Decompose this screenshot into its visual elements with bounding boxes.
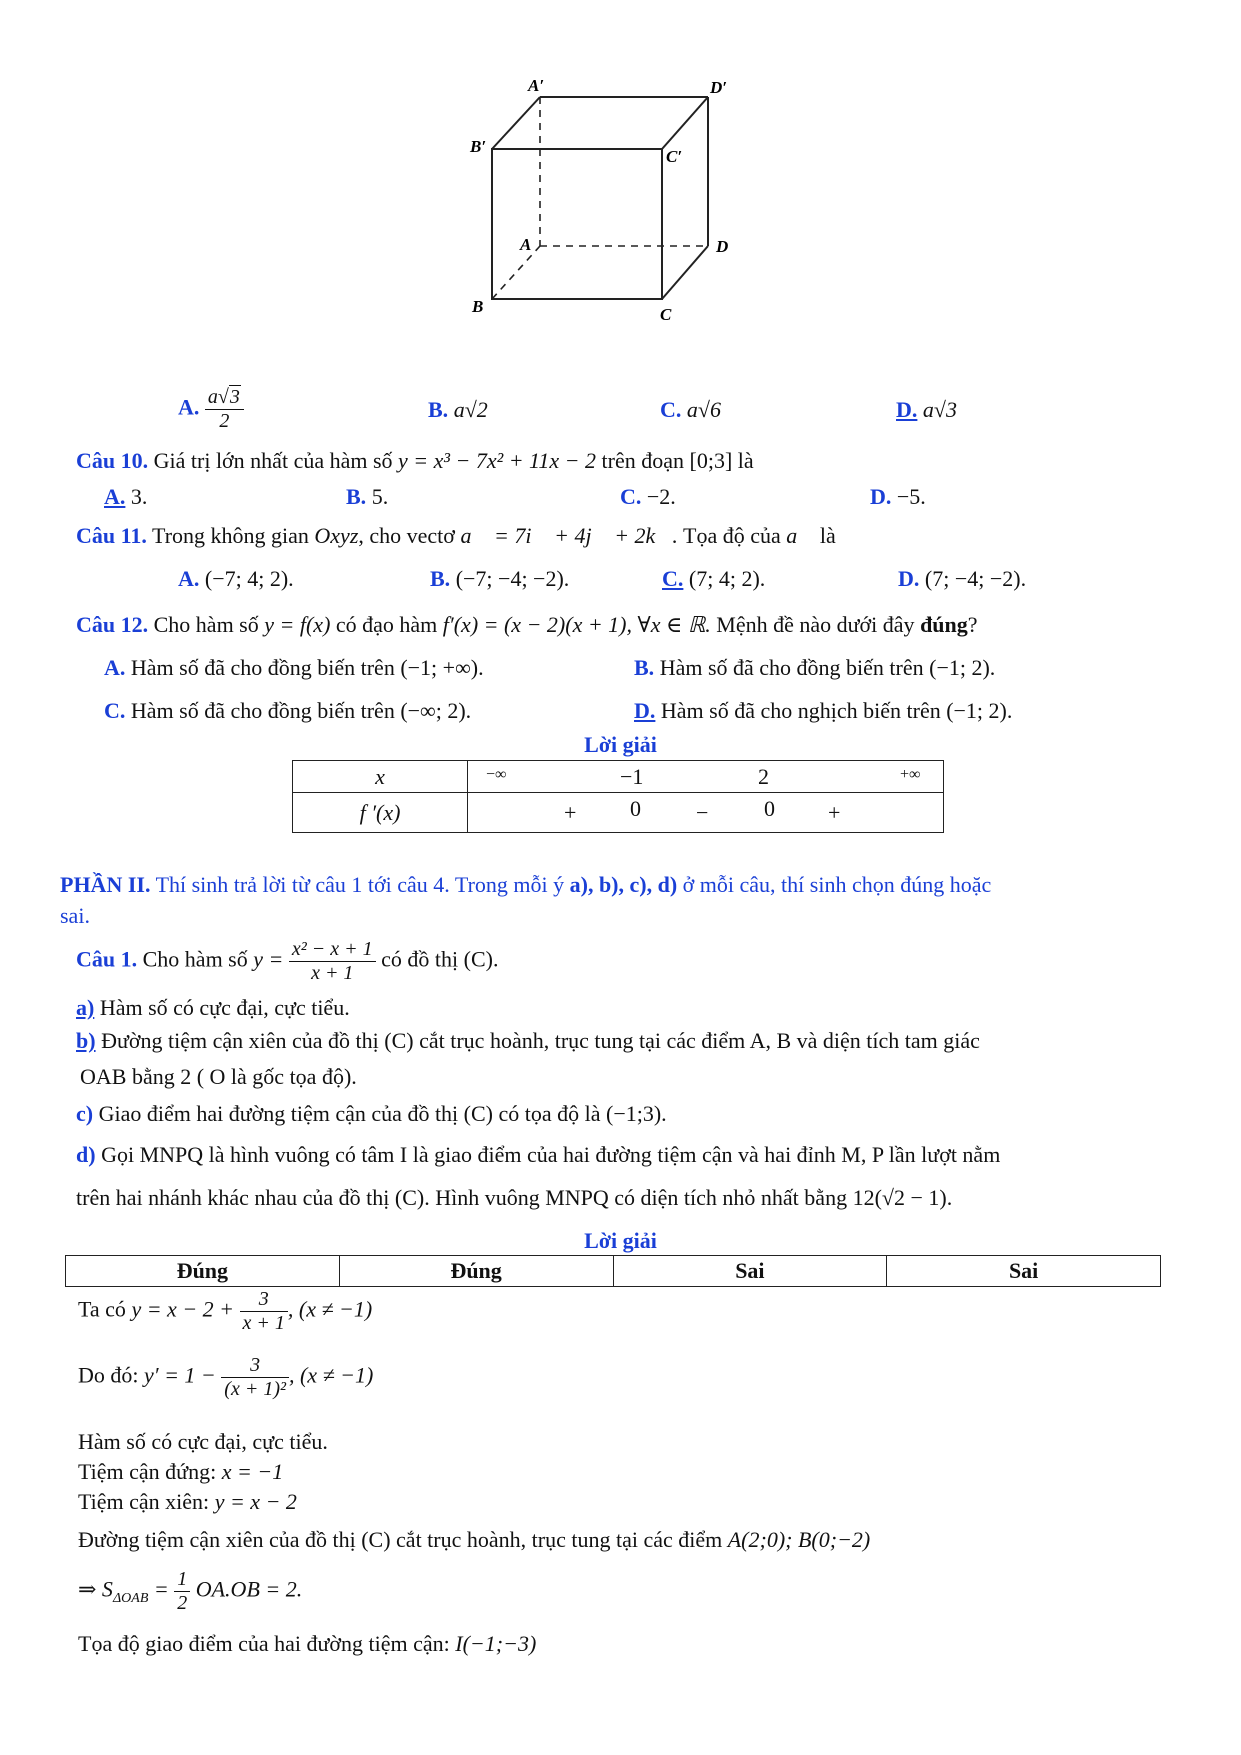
sol-line-4: Tiệm cận đứng: x = −1 — [78, 1459, 284, 1484]
vertex-d-prime: D′ — [710, 78, 728, 97]
vertex-a: A — [520, 235, 532, 254]
c1-item-c: c) Giao điểm hai đường tiệm cận của đồ thị (C) có tọa độ là (−1;3). — [76, 1101, 667, 1126]
sol-line-7: ⇒ $S_{\Delta OAB}$ = $\frac{1}{2}$ OA.OB = 2. — [78, 1568, 303, 1614]
answer-b: Đúng — [339, 1256, 613, 1287]
sign-f-0: + — [564, 800, 577, 825]
sign-f-4: + — [828, 800, 841, 825]
sign-table-x-label: x — [293, 761, 468, 793]
cube-figure — [470, 76, 770, 360]
sign-table-f-row — [468, 793, 944, 833]
sign-x-1: −1 — [620, 764, 644, 789]
sol-line-6: Đường tiệm cận xiên của đồ thị (C) cắt trục hoành, trục tung tại các điểm A(2;0); B(0;−2) — [78, 1527, 871, 1552]
answer-c: Sai — [613, 1256, 887, 1287]
sign-x-3: +∞ — [900, 766, 921, 783]
c1-item-d: d) Gọi MNPQ là hình vuông có tâm I là giao điểm của hai đường tiệm cận và hai đỉnh M, P lần lượt nằm — [76, 1142, 1001, 1167]
answer-table — [65, 1255, 1161, 1287]
part2-intro: PHẦN II. Thí sinh trả lời từ câu 1 tới câu 4. Trong mỗi ý a), b), c), d) ở mỗi câu, thí sinh chọn đúng hoặc — [60, 872, 992, 897]
c1-item-a: a) Hàm số có cực đại, cực tiểu. — [76, 995, 350, 1020]
sol-line-2: Do đó: y′ = 1 − $\frac{3}{\text{(x + 1)²}}$ , (x ≠ −1) — [78, 1354, 374, 1400]
q9-option-c[interactable]: C. a√6 — [660, 397, 721, 422]
sol-line-5: Tiệm cận xiên: y = x − 2 — [78, 1489, 297, 1514]
q11-option-a[interactable]: A. (−7; 4; 2). — [178, 566, 294, 591]
c1-item-b-cont: OAB bằng 2 ( O là gốc tọa độ). — [80, 1064, 357, 1089]
vertex-a-prime: A′ — [528, 76, 545, 95]
sign-x-2: 2 — [758, 764, 769, 789]
q12-stem: Câu 12. Cho hàm số y = f(x) có đạo hàm f′(x) = (x − 2)(x + 1), ∀x ∈ ℝ. Mệnh đề nào dưới đây đúng? — [76, 612, 978, 637]
q11-option-c[interactable]: C. (7; 4; 2). — [662, 566, 766, 591]
q10-option-a[interactable]: A. 3. — [104, 484, 148, 509]
q10-stem: Câu 10. Giá trị lớn nhất của hàm số y = x³ − 7x² + 11x − 2 trên đoạn [0;3] là — [76, 448, 754, 473]
sign-f-2: − — [696, 800, 709, 825]
sol-line-8: Tọa độ giao điểm của hai đường tiệm cận: I(−1;−3) — [78, 1631, 537, 1656]
q12-option-c[interactable]: C. Hàm số đã cho đồng biến trên (−∞; 2). — [104, 698, 472, 723]
vertex-c: C — [660, 305, 672, 324]
sign-table-f-label: f ′(x) — [293, 793, 468, 833]
q12-option-d[interactable]: D. Hàm số đã cho nghịch biến trên (−1; 2). — [634, 698, 1013, 723]
q11-option-b[interactable]: B. (−7; −4; −2). — [430, 566, 570, 591]
q12-option-a[interactable]: A. Hàm số đã cho đồng biến trên (−1; +∞). — [104, 655, 484, 680]
sign-f-3: 0 — [764, 796, 775, 821]
c1-item-b: b) Đường tiệm cận xiên của đồ thị (C) cắt trục hoành, trục tung tại các điểm A, B và diện tích tam giác — [76, 1028, 980, 1053]
q9-option-a[interactable]: A. $\frac{a√3}{2}$ — [178, 386, 244, 433]
q12-option-b[interactable]: B. Hàm số đã cho đồng biến trên (−1; 2). — [634, 655, 996, 680]
sign-table — [292, 760, 944, 833]
sol-line-3: Hàm số có cực đại, cực tiểu. — [78, 1429, 328, 1454]
c1-solution-title: Lời giải — [584, 1228, 657, 1253]
q10-option-d[interactable]: D. −5. — [870, 484, 926, 509]
q11-stem: Câu 11. Trong không gian Oxyz, cho vectơ a⃗ = 7i⃗ + 4j⃗ + 2k⃗. Tọa độ của a⃗ là — [76, 523, 836, 548]
vertex-b-prime: B′ — [470, 137, 487, 156]
q11-option-d[interactable]: D. (7; −4; −2). — [898, 566, 1027, 591]
sign-f-1: 0 — [630, 796, 641, 821]
q9-option-b[interactable]: B. a√2 — [428, 397, 488, 422]
sign-table-x-row — [468, 761, 944, 793]
q10-option-b[interactable]: B. 5. — [346, 484, 389, 509]
part2-intro-cont: sai. — [60, 903, 90, 928]
sol-line-1: Ta có y = x − 2 + $\frac{3}{x + 1}$ , (x ≠ −1) — [78, 1288, 373, 1334]
vertex-c-prime: C′ — [666, 147, 683, 166]
q10-option-c[interactable]: C. −2. — [620, 484, 676, 509]
answer-a: Đúng — [66, 1256, 340, 1287]
answer-d: Sai — [887, 1256, 1161, 1287]
q12-solution-title: Lời giải — [584, 732, 657, 757]
q9-option-d[interactable]: D. a√3 — [896, 397, 957, 422]
vertex-b: B — [472, 297, 484, 316]
sign-x-0: −∞ — [486, 766, 507, 783]
c1-item-d-cont: trên hai nhánh khác nhau của đồ thị (C). Hình vuông MNPQ có diện tích nhỏ nhất bằng 12(√2 − 1). — [76, 1185, 953, 1210]
c1-stem: Câu 1. Cho hàm số y = $\frac{\text{x² − x + 1}}{x + 1}$ có đồ thị (C). — [76, 938, 499, 984]
vertex-d: D — [716, 237, 729, 256]
